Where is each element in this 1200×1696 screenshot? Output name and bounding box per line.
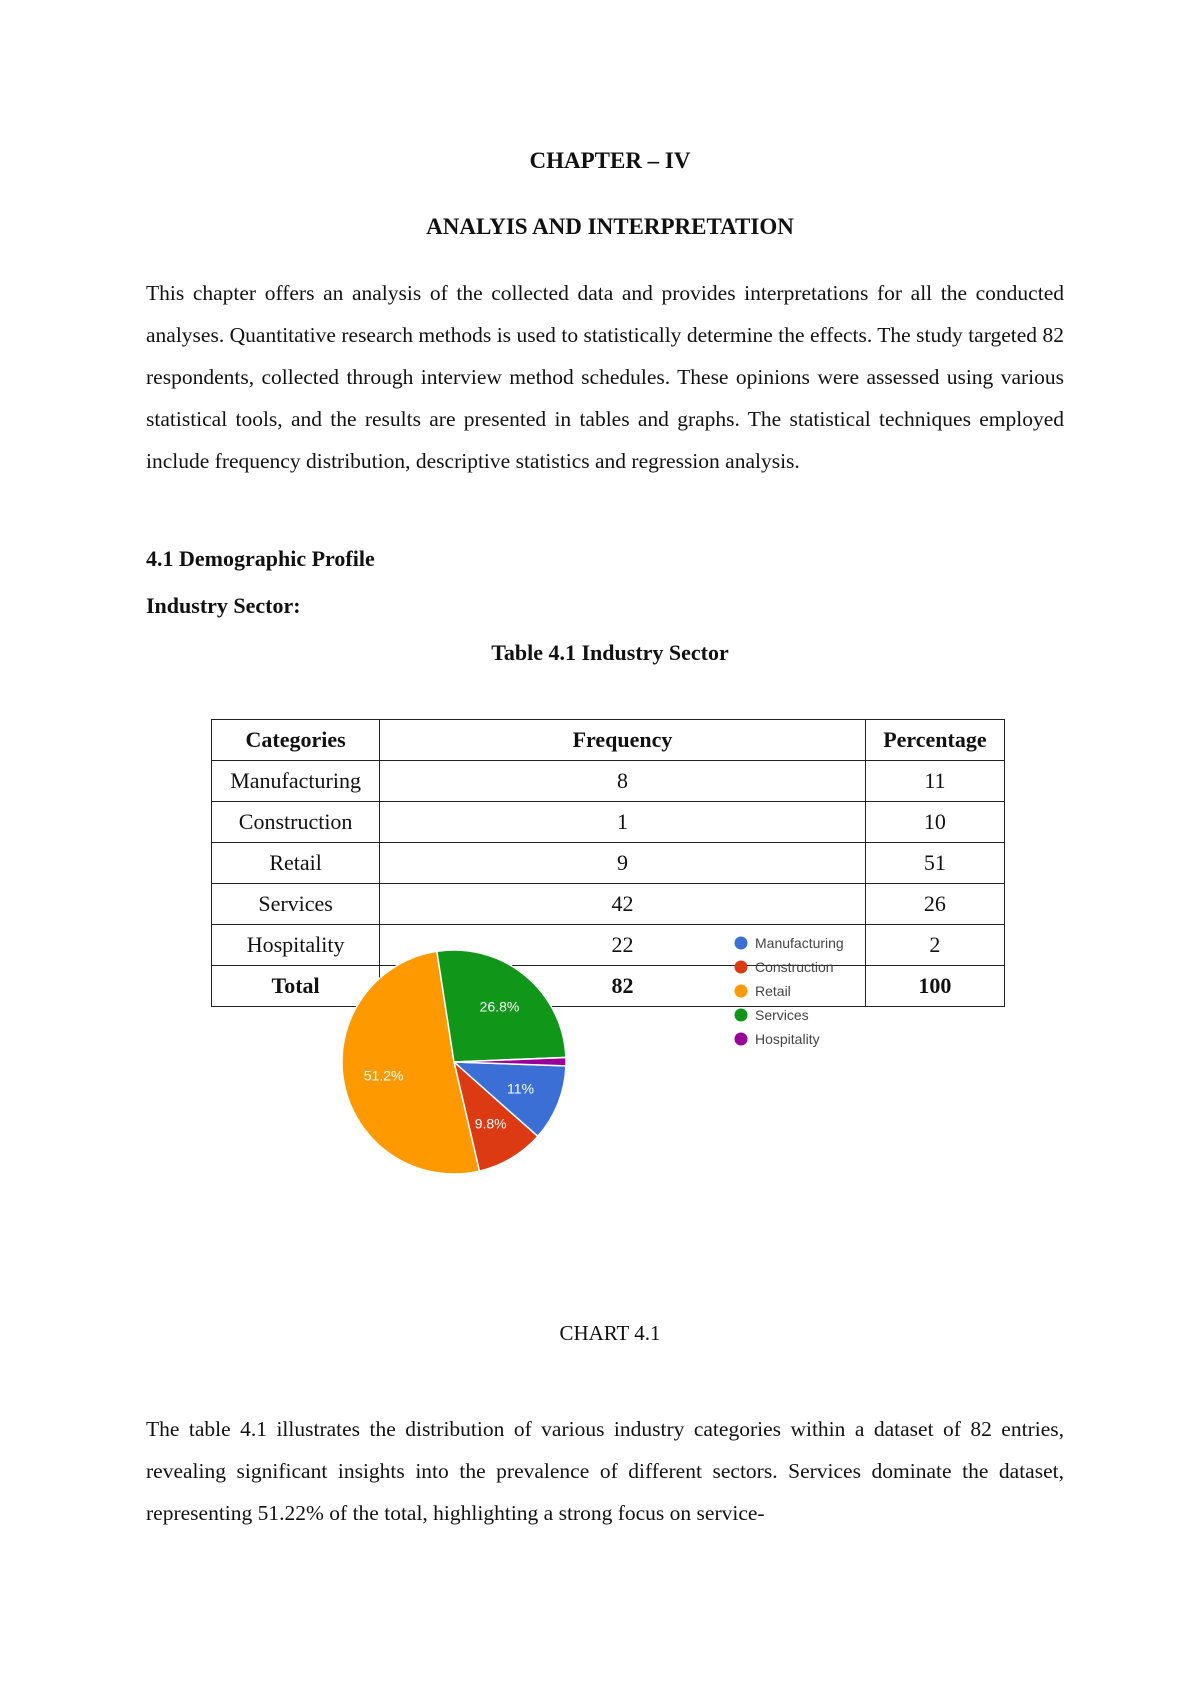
legend-swatch — [735, 961, 748, 974]
intro-paragraph: This chapter offers an analysis of the collected data and provides interpretations for all the conducted analyses. Quantitative research methods is used to statistically determine the effects. The study targeted 82 respondents, collected through interview method schedules. These opinions were assessed using various statistical tools, and the results are presented in tables and graphs. The statistical techniques employed include frequency distribution, descriptive statistics and regression analysis. — [146, 281, 1064, 473]
cell-category: Manufacturing — [212, 761, 380, 802]
legend-swatch — [735, 1009, 748, 1022]
slice-label: 9.8% — [474, 1115, 507, 1132]
table-header-row — [212, 720, 1005, 761]
table-row — [212, 802, 1005, 843]
cell-category: Retail — [212, 843, 380, 884]
cell-category: Construction — [212, 802, 380, 843]
chapter-number: CHAPTER – IV — [529, 148, 691, 173]
slice-label: 26.8% — [479, 998, 520, 1015]
cell-percentage: 2 — [865, 925, 1004, 966]
legend-label: Retail — [755, 983, 791, 999]
cell-percentage: 10 — [865, 802, 1004, 843]
legend-label: Construction — [755, 959, 834, 975]
table-row — [212, 761, 1005, 802]
cell-frequency: 1 — [380, 802, 866, 843]
header-percentage: Percentage — [865, 720, 1004, 761]
subheading: Industry Sector: — [146, 593, 301, 618]
slice-label: 51.2% — [363, 1067, 404, 1084]
legend-swatch — [735, 1033, 748, 1046]
slice-label: 11% — [507, 1080, 535, 1097]
table-row — [212, 884, 1005, 925]
total-frequency: 82 — [380, 966, 866, 1007]
total-percentage: 100 — [865, 966, 1004, 1007]
total-label: Total — [212, 966, 380, 1007]
legend-swatch — [735, 985, 748, 998]
chapter-title: ANALYIS AND INTERPRETATION — [426, 214, 794, 239]
industry-pie-chart — [330, 935, 890, 1185]
legend-label: Manufacturing — [755, 935, 844, 951]
table-row — [212, 843, 1005, 884]
cell-frequency: 8 — [380, 761, 866, 802]
legend-label: Services — [755, 1007, 809, 1023]
cell-frequency: 22 — [380, 925, 866, 966]
legend-label: Hospitality — [755, 1031, 820, 1047]
header-categories: Categories — [212, 720, 380, 761]
cell-percentage: 26 — [865, 884, 1004, 925]
table-caption: Table 4.1 Industry Sector — [491, 640, 729, 665]
cell-category: Hospitality — [212, 925, 380, 966]
cell-frequency: 42 — [380, 884, 866, 925]
chart-caption: CHART 4.1 — [559, 1321, 661, 1345]
cell-percentage: 11 — [865, 761, 1004, 802]
legend-swatch — [735, 937, 748, 950]
closing-paragraph: The table 4.1 illustrates the distribution of various industry categories within a dataset of 82 entries, revealing significant insights into the prevalence of different sectors. Services dominate the dataset, representing 51.22% of the total, highlighting a strong focus on service- — [146, 1417, 1064, 1525]
cell-frequency: 9 — [380, 843, 866, 884]
cell-percentage: 51 — [865, 843, 1004, 884]
cell-category: Services — [212, 884, 380, 925]
section-heading: 4.1 Demographic Profile — [146, 546, 375, 571]
header-frequency: Frequency — [380, 720, 866, 761]
